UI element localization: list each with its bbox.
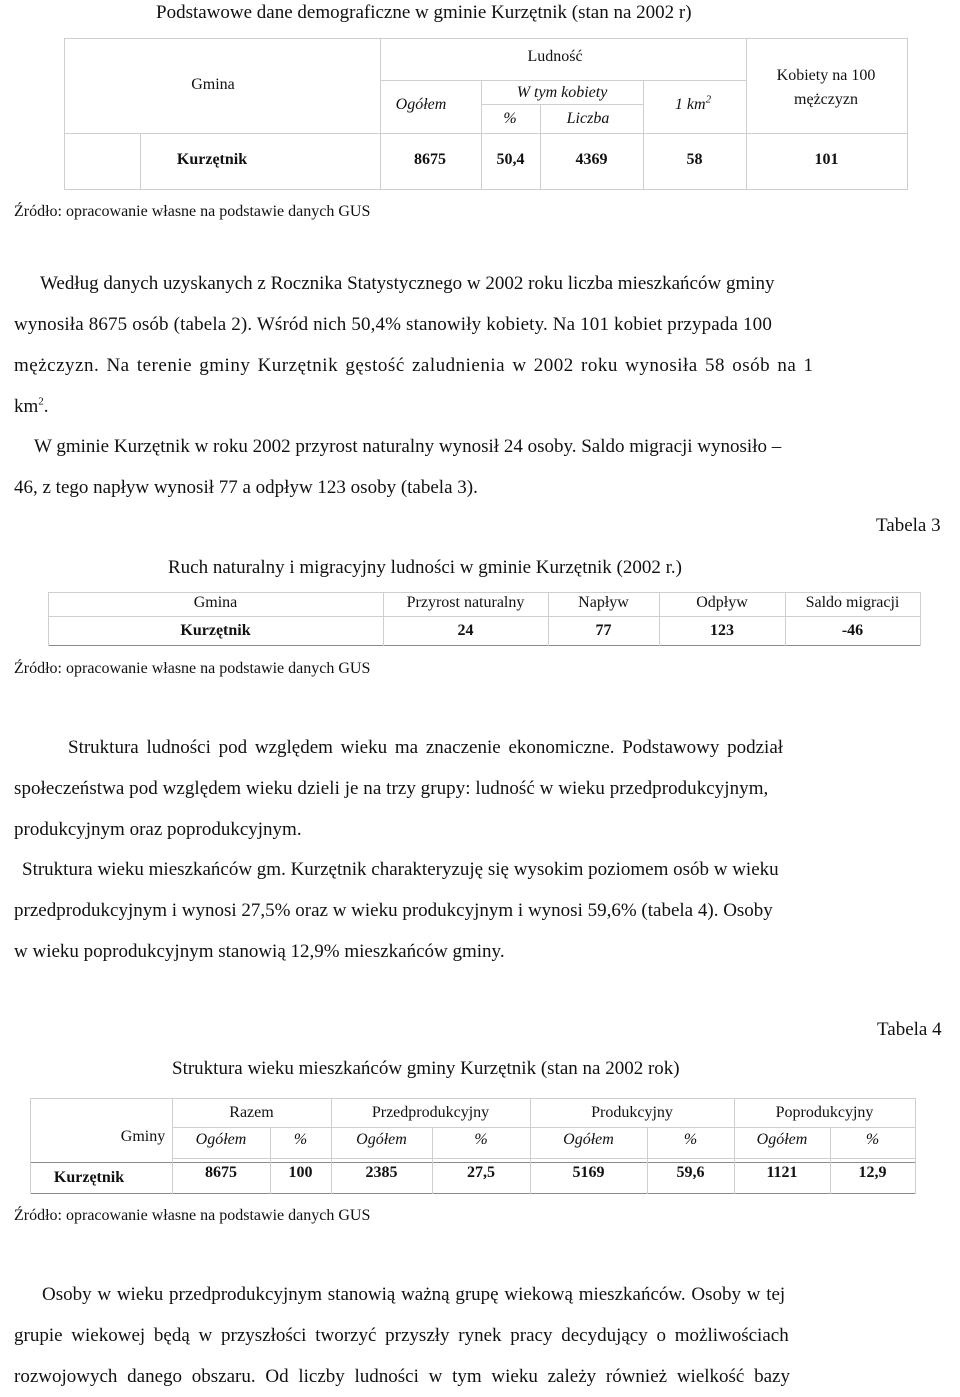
paragraph-3-line-2: społeczeństwa pod względem wieku dzieli je na trzy grupy: ludność w wieku przedprodukcyjnym, bbox=[14, 778, 769, 799]
table1-header-ogolem: Ogółem bbox=[395, 96, 447, 113]
table4-cell-prod-percent: 59,6 bbox=[676, 1164, 705, 1181]
table4-cell-razem-percent: 100 bbox=[288, 1164, 313, 1181]
table4-source: Źródło: opracowanie własne na podstawie danych GUS bbox=[14, 1207, 371, 1224]
table4-cell-razem-ogolem: 8675 bbox=[205, 1164, 237, 1181]
table4-cell-poprod-ogolem: 1121 bbox=[766, 1164, 798, 1181]
table4-header-ogolem-3: Ogółem bbox=[563, 1131, 614, 1148]
paragraph-2-line-1: W gminie Kurzętnik w roku 2002 przyrost naturalny wynosił 24 osoby. Saldo migracji wynosiło – bbox=[34, 436, 782, 457]
table4-title: Struktura wieku mieszkańców gminy Kurzętnik (stan na 2002 rok) bbox=[172, 1058, 680, 1079]
paragraph-2-line-2: 46, z tego napływ wynosił 77 a odpływ 123 osoby (tabela 3). bbox=[14, 477, 478, 498]
paragraph-4-line-3: w wieku poprodukcyjnym stanowią 12,9% mieszkańców gminy. bbox=[14, 941, 505, 962]
table3-header-gmina: Gmina bbox=[193, 594, 238, 611]
table3-cell-gmina: Kurzętnik bbox=[180, 622, 251, 639]
table3-cell-przyrost: 24 bbox=[457, 622, 474, 639]
table4-header-ogolem-4: Ogółem bbox=[756, 1131, 808, 1148]
table3-header-naplyw: Napływ bbox=[578, 594, 629, 611]
table4-cell-gmina: Kurzętnik bbox=[53, 1169, 125, 1186]
table1-header-ludnosc: Ludność bbox=[527, 48, 583, 65]
table1-cell-liczba: 4369 bbox=[575, 151, 608, 168]
table1-cell-ogolem: 8675 bbox=[414, 151, 446, 168]
table1-cell-gmina: Kurzętnik bbox=[176, 151, 248, 168]
paragraph-1-line-2: wynosiła 8675 osób (tabela 2). Wśród nich 50,4% stanowiły kobiety. Na 101 kobiet przypada 100 bbox=[14, 314, 772, 335]
paragraph-4-line-2: przedprodukcyjnym i wynosi 27,5% oraz w wieku produkcyjnym i wynosi 59,6% (tabela 4). Osoby bbox=[14, 900, 773, 921]
paragraph-3-line-3: produkcyjnym oraz poprodukcyjnym. bbox=[14, 819, 302, 840]
table3-label: Tabela 3 bbox=[876, 515, 941, 536]
table4-group-poprodukcyjny: Poprodukcyjny bbox=[775, 1104, 874, 1121]
table3-cell-naplyw: 77 bbox=[595, 622, 612, 639]
paragraph-5 bbox=[14, 1274, 958, 1397]
table4-group-razem: Razem bbox=[229, 1104, 274, 1121]
paragraph-4-line-1: Struktura wieku mieszkańców gm. Kurzętnik charakteryzuję się wysokim poziomem osób w wieku bbox=[22, 859, 779, 880]
table3-cell-saldo: -46 bbox=[841, 622, 864, 639]
table1-cell-percent: 50,4 bbox=[496, 151, 525, 168]
table3-title: Ruch naturalny i migracyjny ludności w gminie Kurzętnik (2002 r.) bbox=[168, 557, 682, 578]
table3-header-odplyw: Odpływ bbox=[696, 594, 748, 611]
table4-cell-prod-ogolem: 5169 bbox=[572, 1164, 605, 1181]
table3-header-przyrost: Przyrost naturalny bbox=[406, 594, 525, 611]
table1-cell-kobiety: 101 bbox=[814, 151, 839, 168]
table4-label: Tabela 4 bbox=[877, 1019, 942, 1040]
paragraph-1-line-4: $km^2$. bbox=[14, 395, 49, 417]
table4-cell-przed-ogolem: 2385 bbox=[365, 1164, 398, 1181]
table1-header-w-tym-kobiety: W tym kobiety bbox=[516, 84, 608, 101]
table1-cell-1km: 58 bbox=[686, 151, 703, 168]
paragraph-3-line-1: Struktura ludności pod względem wieku ma znaczenie ekonomiczne. Podstawowy podział bbox=[68, 737, 784, 758]
table4-cell-poprod-percent: 12,9 bbox=[858, 1164, 887, 1181]
table4-header-ogolem-1: Ogółem bbox=[195, 1131, 247, 1148]
table3-source: Źródło: opracowanie własne na podstawie danych GUS bbox=[14, 660, 371, 677]
table1-header-gmina: Gmina bbox=[191, 76, 235, 93]
paragraph-1-line-1: Według danych uzyskanych z Rocznika Statystycznego w 2002 roku liczba mieszkańców gminy bbox=[40, 273, 775, 294]
table1-header-kobiety-na-100: Kobiety na 100 mężczyzn bbox=[776, 67, 876, 108]
table1-header-liczba: Liczba bbox=[566, 110, 610, 127]
table1-title: Podstawowe dane demograficzne w gminie Kurzętnik (stan na 2002 r) bbox=[156, 2, 692, 23]
table4-header-ogolem-2: Ogółem bbox=[356, 1131, 407, 1148]
table1-header-percent: % bbox=[503, 110, 517, 127]
table4-cell-przed-percent: 27,5 bbox=[467, 1164, 495, 1181]
paragraph-1-line-3: mężczyzn. Na terenie gminy Kurzętnik gęstość zaludnienia w 2002 roku wynosiła 58 osób na 1 bbox=[14, 355, 814, 376]
table3-header-saldo: Saldo migracji bbox=[805, 594, 900, 611]
table3-cell-odplyw: 123 bbox=[710, 622, 734, 639]
table4-group-przedprodukcyjny: Przedprodukcyjny bbox=[371, 1104, 490, 1121]
paragraph-5-line-1: Osoby w wieku przedprodukcyjnym stanowią ważną grupę wiekową mieszkańców. Osoby w tej bbox=[42, 1284, 786, 1305]
paragraph-5-line-3: rozwojowych danego obszaru. Od liczby ludności w tym wieku zależy również wielkość bazy bbox=[14, 1366, 790, 1387]
table4-header-gminy: Gminy bbox=[120, 1128, 166, 1145]
table4-header-percent-1: % bbox=[293, 1131, 308, 1148]
table1-source: Źródło: opracowanie własne na podstawie danych GUS bbox=[14, 203, 371, 220]
table4-header-percent-2: % bbox=[474, 1131, 488, 1148]
paragraph-5-line-2: grupie wiekowej będą w przyszłości tworzyć przyszły rynek pracy decydujący o możliwościach bbox=[14, 1325, 789, 1346]
table1-header-1km: 1 $km^2$ bbox=[674, 93, 712, 113]
table4-group-produkcyjny: Produkcyjny bbox=[591, 1104, 673, 1121]
table4-header-percent-3: % bbox=[683, 1131, 698, 1148]
table4-header-percent-4: % bbox=[865, 1131, 880, 1148]
